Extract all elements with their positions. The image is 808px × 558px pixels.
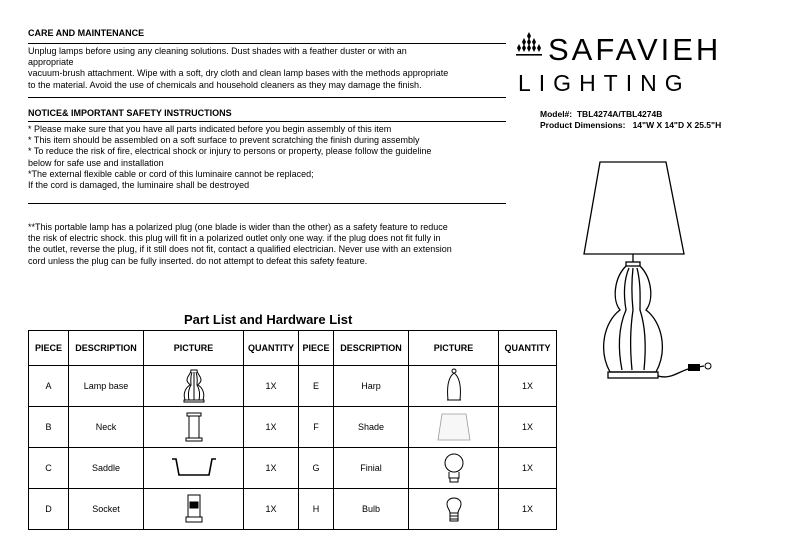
- brand-name: SAFAVIEH: [548, 32, 722, 67]
- part-description: Socket: [69, 489, 144, 530]
- bulb-icon: [443, 492, 465, 526]
- plug-note-line: the outlet, reverse the plug, if it still does not fit, contact a qualified electrician. Never use with an extension: [28, 244, 452, 255]
- care-line: to the material. Avoid the use of chemicals and household cleaners as they may damage the finish.: [28, 79, 422, 90]
- part-description: Saddle: [69, 448, 144, 489]
- part-quantity: 1X: [499, 489, 557, 530]
- header-description: DESCRIPTION: [334, 331, 409, 366]
- part-picture: [144, 407, 244, 448]
- header-quantity: QUANTITY: [499, 331, 557, 366]
- header-quantity: QUANTITY: [244, 331, 299, 366]
- table-row: [29, 366, 557, 407]
- part-picture: [409, 489, 499, 530]
- part-picture: [409, 366, 499, 407]
- header-picture: PICTURE: [409, 331, 499, 366]
- part-description: Neck: [69, 407, 144, 448]
- table-lamp-illustration: [560, 150, 720, 390]
- table-row: [29, 407, 557, 448]
- part-picture: [409, 448, 499, 489]
- part-picture: [144, 366, 244, 407]
- lamp-base-icon: [181, 368, 207, 404]
- header-description: DESCRIPTION: [69, 331, 144, 366]
- part-quantity: 1X: [499, 407, 557, 448]
- part-description: Shade: [334, 407, 409, 448]
- part-description: Finial: [334, 448, 409, 489]
- harp-icon: [444, 368, 464, 404]
- part-picture: [144, 489, 244, 530]
- safety-line: If the cord is damaged, the luminaire shall be destroyed: [28, 180, 250, 191]
- model-value: TBL4274A/TBL4274B: [576, 109, 663, 119]
- plug-note-line: the risk of electric shock. this plug will fit in a polarized outlet only one way. if the plug does not fit fully in: [28, 233, 441, 244]
- part-description: Bulb: [334, 489, 409, 530]
- piece-letter: A: [29, 366, 69, 407]
- product-dimensions: [540, 120, 721, 130]
- part-description: Lamp base: [69, 366, 144, 407]
- piece-letter: D: [29, 489, 69, 530]
- care-title: CARE AND MAINTENANCE: [28, 28, 145, 38]
- piece-letter: E: [299, 366, 334, 407]
- plug-note-line: cord unless the plug can be fully inserted. do not attempt to defeat this safety feature.: [28, 255, 368, 266]
- plug-note-line: **This portable lamp has a polarized plug (one blade is wider than the other) as a safety feature to reduce: [28, 222, 448, 232]
- parts-table: [28, 330, 557, 530]
- part-quantity: 1X: [244, 366, 299, 407]
- shade-icon: [436, 412, 472, 442]
- safety-line: *The external flexible cable or cord of this luminaire cannot be replaced;: [28, 168, 314, 179]
- chandelier-logo-icon: [514, 30, 544, 60]
- divider: [28, 121, 506, 122]
- dims-label: Product Dimensions:: [540, 120, 626, 130]
- safety-line: * Please make sure that you have all parts indicated before you begin assembly of this item: [28, 124, 392, 134]
- finial-icon: [442, 452, 466, 484]
- part-description: Harp: [334, 366, 409, 407]
- dims-value: 14"W X 14"D X 25.5"H: [632, 120, 722, 130]
- safety-line: * To reduce the risk of fire, electrical shock or injury to persons or property, please follow the guideline: [28, 146, 432, 157]
- brand-logo: [514, 30, 544, 65]
- plug-note: [28, 222, 506, 267]
- piece-letter: C: [29, 448, 69, 489]
- divider: [28, 43, 506, 44]
- table-row: [29, 489, 557, 530]
- safety-title: NOTICE& IMPORTANT SAFETY INSTRUCTIONS: [28, 108, 232, 118]
- neck-icon: [183, 411, 205, 443]
- model-number: [540, 109, 662, 119]
- safety-line: below for safe use and installation: [28, 157, 164, 168]
- part-quantity: 1X: [244, 489, 299, 530]
- socket-icon: [183, 492, 205, 526]
- saddle-icon: [169, 455, 219, 481]
- table-row: [29, 448, 557, 489]
- parts-title: Part List and Hardware List: [184, 312, 353, 327]
- header-picture: PICTURE: [144, 331, 244, 366]
- header-piece: PIECE: [299, 331, 334, 366]
- brand-subtitle: LIGHTING: [518, 70, 691, 96]
- part-quantity: 1X: [244, 407, 299, 448]
- piece-letter: H: [299, 489, 334, 530]
- header-piece: PIECE: [29, 331, 69, 366]
- care-text: [28, 46, 506, 91]
- table-header-row: [29, 331, 557, 366]
- part-picture: [144, 448, 244, 489]
- piece-letter: F: [299, 407, 334, 448]
- care-line: vacuum-brush attachment. Wipe with a soft, dry cloth and clean lamp bases with the methods appropriate: [28, 68, 449, 79]
- safety-text: [28, 124, 506, 191]
- divider: [28, 203, 506, 204]
- care-line: Unplug lamps before using any cleaning solutions. Dust shades with a feather duster or with an: [28, 46, 407, 56]
- part-quantity: 1X: [499, 366, 557, 407]
- care-line: appropriate: [28, 57, 74, 68]
- part-quantity: 1X: [244, 448, 299, 489]
- piece-letter: B: [29, 407, 69, 448]
- model-label: Model#:: [540, 109, 573, 119]
- piece-letter: G: [299, 448, 334, 489]
- part-quantity: 1X: [499, 448, 557, 489]
- safety-line: * This item should be assembled on a soft surface to prevent scratching the finish during assembly: [28, 135, 420, 146]
- part-picture: [409, 407, 499, 448]
- divider: [28, 97, 506, 98]
